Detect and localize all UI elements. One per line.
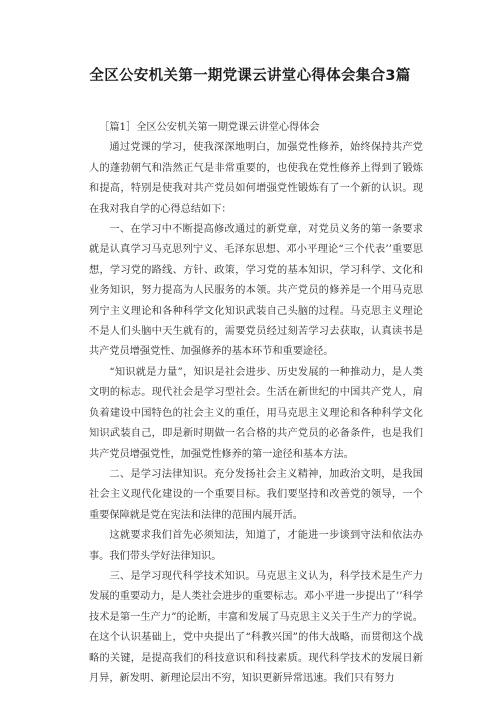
paragraph: 通过党课的学习，使我深深地明白，加强党性修养，始终保持共产党人的蓬勃朝气和浩然正气是非常重要的，也使我在党性修养上得到了锻炼和提高，特别是使我对共产党员如何增强党性锻炼有了一个新的认识。现在我对我自学的心得总结如下： [89,142,423,215]
paragraph: “知识就是力量”，知识是社会进步、历史发展的一种推动力，是人类文明的标志。现代社会是学习型社会。生活在新世纪的中国共产党人，肩负着建设中国特色的社会主义的重任，用马克思主义理论和各种科学文化知识武装自己，即是新时期做一名合格的共产党员的必备条件，也是我们共产党员增强党性，加强党性修养的第一途径和基本方法。 [89,366,423,460]
paragraph: 三、是学习现代科学技术知识。马克思主义认为，科学技术是生产力发展的重要动力，是人类社会进步的重要标志。邓小平进一步提出了’’科学技术是第一生产力”的论断，丰富和发展了马克思主义关于生产力的学说。在这个认识基础上，党中央提出了“科教兴国”的伟大战略，而贯彻这个战略的关键，是提高我们的科技意识和科技素质。现代科学技术的发展日新月异，新发明、新理论层出不穷，知识更新异常迅速。我们只有努力 [89,570,423,684]
section-heading: ［篇1］全区公安机关第一期党课云讲堂心得体会 [99,122,320,133]
document-body [89,118,423,689]
paragraph: 这就要求我们首先必须知法，知道了，才能进一步谈到守法和依法办事。我们带头学好法律知识。 [89,530,423,562]
document-title: 全区公安机关第一期党课云讲堂心得体会集合3篇 [89,68,411,84]
paragraph: 二、是学习法律知识。充分发扬社会主义精神，加政治文明，是我国社会主义现代化建设的一个重要目标。我们要坚持和改善党的领导，一个重要保障就是党在宪法和法律的范围内展开活。 [89,468,423,521]
paragraph: 一、在学习中不断提高修改通过的新党章，对党员义务的第一条要求就是认真学习马克思列宁义、毛泽东思想、邓小平理论“三个代表’’重要思想，学习党的路线、方针、政策，学习党的基本知识，学习科学、文化和业务知识，努力提高为人民服务的本领。共产党员的修养是一个用马克思列宁主义理论和各种科学文化知识武装自己头脑的过程。马克思主义理论不是人们头脑中天生就有的，需要党员经过刻苦学习去获取，认真读书是共产党员增强党性、加强修养的基本环节和重要途径。 [89,224,423,358]
